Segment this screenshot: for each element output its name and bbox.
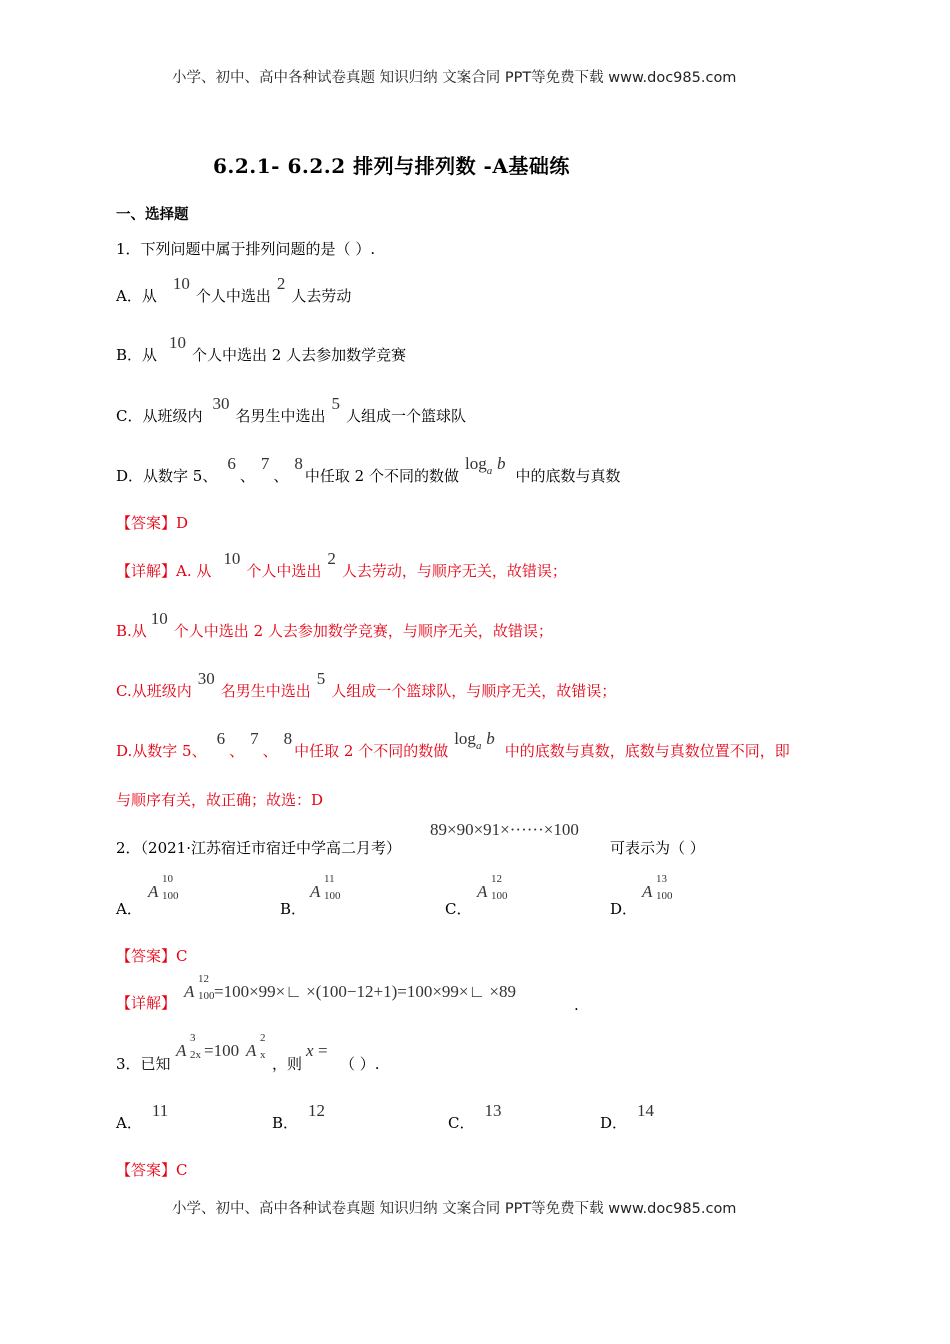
page-title: 6.2.1- 6.2.2 排列与排列数 -A基础练 bbox=[213, 154, 570, 178]
q2-answer: 【答案】C bbox=[116, 947, 188, 965]
q1-option-d: D．从数字 5、6、7、8中任取 2 个不同的数做$\log_a b$中的底数与真数 bbox=[116, 454, 621, 485]
q1-explanation-a: 【详解】A. 从10个人中选出2人去劳动，与顺序无关，故错误； bbox=[116, 549, 567, 580]
q2-expression: 89×90×91×······×100 bbox=[430, 820, 579, 839]
q2-stem: 2．（2021·江苏宿迁市宿迁中学高二月考） bbox=[116, 839, 401, 857]
footer-banner: 小学、初中、高中各种试卷真题 知识归纳 文案合同 PPT等免费下载 www.doc985.com bbox=[172, 1201, 737, 1217]
q2-option-d: D． A 13 100 bbox=[610, 898, 637, 919]
section-heading: 一、选择题 bbox=[116, 206, 189, 223]
q1-stem: 1．下列问题中属于排列问题的是（ ）. bbox=[116, 240, 376, 258]
permutation-symbol: A 10 100 bbox=[148, 873, 179, 902]
q2-stem-post: 可表示为（ ） bbox=[610, 839, 705, 857]
q1-answer: 【答案】D bbox=[116, 514, 189, 532]
q2-option-c: C． A 12 100 bbox=[445, 898, 471, 919]
q3-equation: A 3 2x =100 A 2 x bbox=[176, 1032, 266, 1061]
q1-explanation-d: D.从数字 5、6、7、8中任取 2 个不同的数做$\log_a b$中的底数与真数，底数与真数位置不同，即 bbox=[116, 729, 790, 760]
q3-option-d: D．14 bbox=[600, 1101, 655, 1132]
q3-answer: 【答案】C bbox=[116, 1161, 188, 1179]
q1-explanation-c: C.从班级内30名男生中选出5人组成一个篮球队，与顺序无关，故错误； bbox=[116, 669, 617, 700]
q2-option-a: A． A 10 100 bbox=[116, 898, 142, 919]
q1-option-c: C．从班级内30名男生中选出5人组成一个篮球队 bbox=[116, 394, 467, 425]
permutation-symbol: A 12 100 bbox=[184, 973, 215, 1002]
q1-explanation-e: 与顺序有关，故正确；故选：D bbox=[116, 791, 324, 809]
q3-option-b: B．12 bbox=[272, 1101, 326, 1132]
q3-option-c: C．13 bbox=[448, 1101, 502, 1132]
q1-explanation-b: B.从10个人中选出 2 人去参加数学竞赛，与顺序无关，故错误； bbox=[116, 609, 553, 640]
permutation-symbol: A 12 100 bbox=[477, 873, 508, 902]
q3-stem: 3．已知 A 3 2x =100 A 2 x ，则 x = （ ）. bbox=[116, 1032, 380, 1073]
q1-option-a: A．从10个人中选出2人去劳动 bbox=[116, 274, 352, 305]
log-expression: $\log_a b$ bbox=[464, 454, 506, 477]
header-banner: 小学、初中、高中各种试卷真题 知识归纳 文案合同 PPT等免费下载 www.doc985.com bbox=[172, 70, 737, 86]
q1-option-b: B．从10个人中选出 2 人去参加数学竞赛 bbox=[116, 333, 407, 364]
q3-option-a: A．11 bbox=[116, 1101, 169, 1132]
q2-detail: 【详解】 A 12 100 =100×99×∟ ×(100−12+1)=100×99×∟ ×89 . bbox=[116, 973, 579, 1014]
q2-option-b: B． A 11 100 bbox=[280, 898, 306, 919]
permutation-symbol: A 11 100 bbox=[310, 873, 341, 902]
permutation-symbol: A 13 100 bbox=[642, 873, 673, 902]
log-expression: $\log_a b$ bbox=[454, 729, 495, 752]
